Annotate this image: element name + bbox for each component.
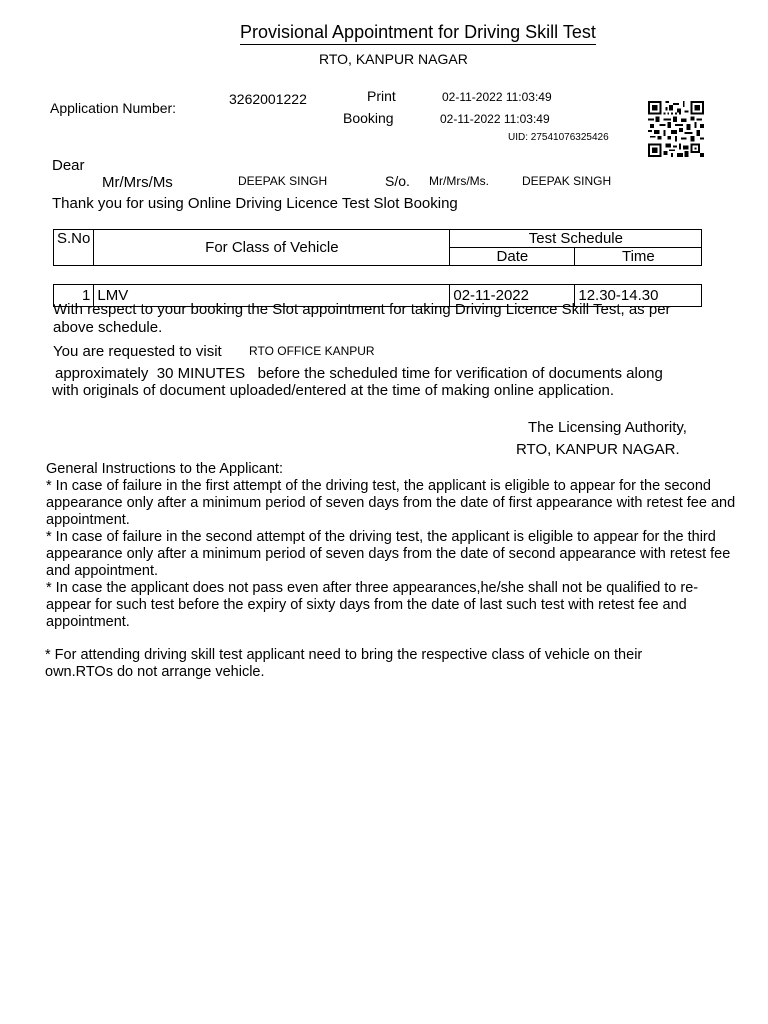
print-label: Print bbox=[367, 88, 396, 104]
page-title: Provisional Appointment for Driving Skill Test bbox=[240, 22, 596, 45]
title-label: Mr/Mrs/Ms bbox=[102, 174, 173, 191]
instruction-item: * In case of failure in the second attempt of the driving test, the applicant is eligible to appear for the third appearance only after a minimum period of seven days from the date of second appearance with retest fee and appointment. bbox=[46, 529, 731, 579]
thank-you-text: Thank you for using Online Driving Licence Test Slot Booking bbox=[52, 195, 458, 212]
schedule-table bbox=[53, 229, 702, 307]
cell-date: 02-11-2022 bbox=[450, 285, 575, 307]
parent-title-label: Mr/Mrs/Ms. bbox=[429, 174, 489, 188]
print-timestamp: 02-11-2022 11:03:49 bbox=[442, 90, 552, 104]
rto-office-heading: RTO, KANPUR NAGAR bbox=[319, 51, 468, 67]
col-header-class: For Class of Vehicle bbox=[94, 230, 450, 266]
authority-office: RTO, KANPUR NAGAR. bbox=[516, 441, 680, 458]
table-header-row bbox=[54, 230, 702, 248]
instruction-item: * In case of failure in the first attempt of the driving test, the applicant is eligible to appear for the second appearance only after a minimum period of seven days from the date of first appearance with retest fee and appointment. bbox=[46, 478, 736, 528]
booking-timestamp: 02-11-2022 11:03:49 bbox=[440, 112, 550, 126]
col-header-time: Time bbox=[575, 248, 702, 266]
instruction-item: * In case the applicant does not pass even after three appearances,he/she shall not be qualified to re-appear for such test before the expiry of sixty days from the date of last such test with retest fee and appointment. bbox=[46, 580, 699, 630]
visit-label: You are requested to visit bbox=[53, 343, 222, 360]
cell-time: 12.30-14.30 bbox=[575, 285, 702, 307]
visit-place: RTO OFFICE KANPUR bbox=[249, 344, 375, 358]
cell-vehicle-class: LMV bbox=[94, 285, 450, 307]
licensing-authority: The Licensing Authority, bbox=[528, 419, 687, 436]
general-instructions bbox=[46, 461, 736, 631]
approx-prefix: approximately bbox=[55, 365, 149, 382]
so-label: S/o. bbox=[385, 173, 410, 189]
uid-text: UID: 27541076325426 bbox=[508, 132, 609, 143]
parent-name: DEEPAK SINGH bbox=[522, 174, 612, 188]
approx-line-2: with originals of document uploaded/entered at the time of making online application. bbox=[52, 382, 615, 399]
applicant-name: DEEPAK SINGH bbox=[238, 174, 328, 188]
application-number: 3262001222 bbox=[229, 91, 307, 107]
instructions-heading: General Instructions to the Applicant: bbox=[46, 461, 283, 477]
booking-label: Booking bbox=[343, 110, 394, 126]
cell-sno: 1 bbox=[54, 285, 94, 307]
col-header-schedule: Test Schedule bbox=[450, 230, 702, 248]
col-header-date: Date bbox=[450, 248, 575, 266]
col-header-sno: S.No bbox=[54, 230, 94, 266]
approx-line bbox=[55, 365, 663, 382]
dear-text: Dear bbox=[52, 157, 85, 174]
application-number-label: Application Number: bbox=[50, 100, 177, 116]
vehicle-note: * For attending driving skill test applicant need to bring the respective class of vehicle on their own.RTOs do not arrange vehicle. bbox=[45, 647, 643, 680]
qr-code-icon bbox=[648, 101, 704, 157]
approx-time: 30 MINUTES bbox=[156, 365, 246, 382]
approx-suffix: before the scheduled time for verification of documents along bbox=[257, 365, 663, 382]
booking-paragraph: With respect to your booking the Slot appointment for taking Driving Licence Skill Test, as per above schedule. bbox=[53, 301, 671, 336]
